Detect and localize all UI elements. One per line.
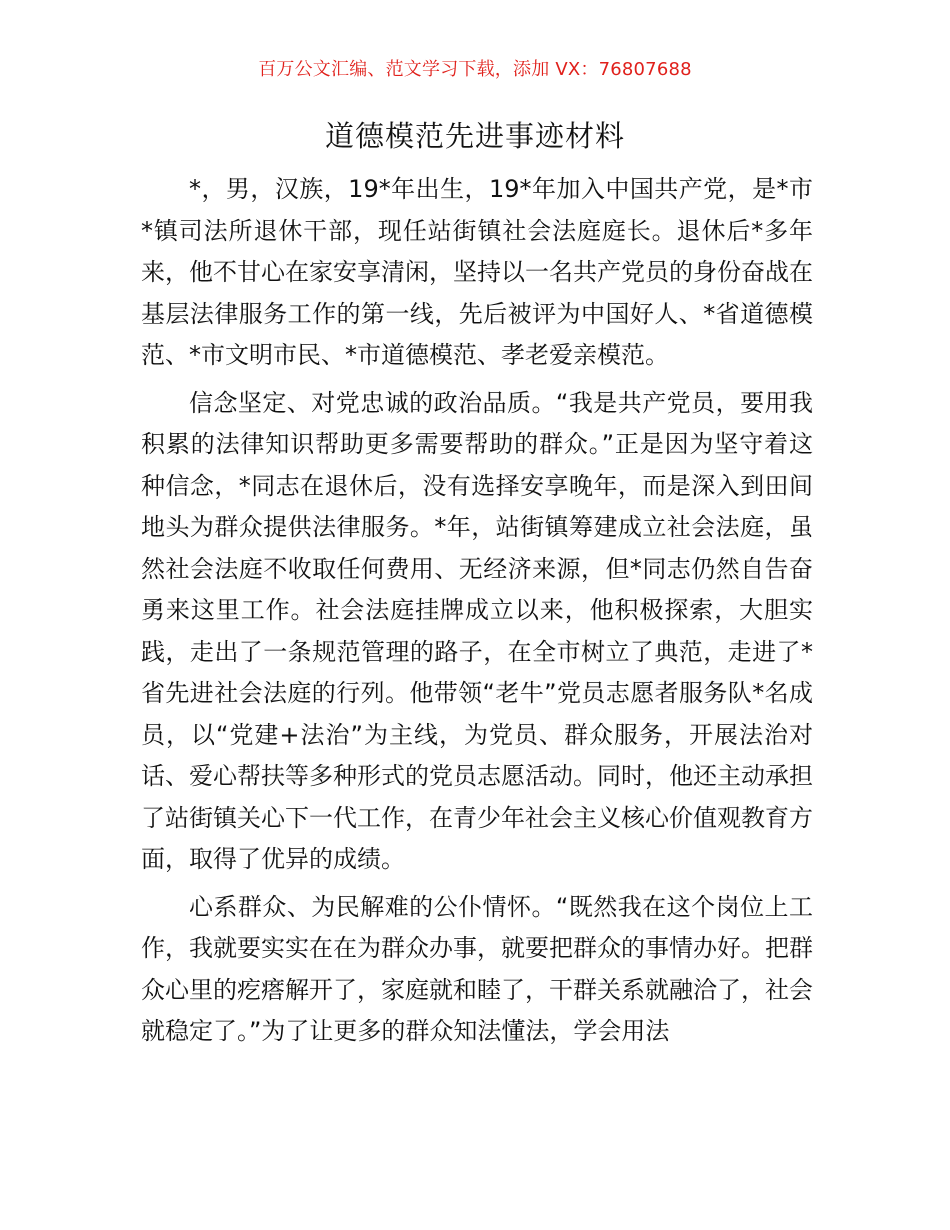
header-banner: 百万公文汇编、范文学习下载，添加 VX：76807688 — [258, 59, 692, 80]
paragraph-political-quality: 信念坚定、对党忠诚的政治品质。“我是共产党员，要用我积累的法律知识帮助更多需要帮助的群众。”正是因为坚守着这种信念，*同志在退休后，没有选择安享晚年，而是深入到田间地头为群众提供法律服务。*年，站街镇筹建成立社会法庭，虽然社会法庭不收取任何费用、无经济来源，但*同志仍然自告奋勇来这里工作。社会法庭挂牌成立以来，他积极探索，大胆实践，走出了一条规范管理的路子，在全市树立了典范，走进了*省先进社会法庭的行列。他带领“老牛”党员志愿者服务队*名成员，以“党建+法治”为主线，为党员、群众服务，开展法治对话、爱心帮扶等多种形式的党员志愿活动。同时，他还主动承担了站街镇关心下一代工作，在青少年社会主义核心价值观教育方面，取得了优异的成绩。 — [141, 388, 813, 873]
paragraph-public-servant: 心系群众、为民解难的公仆情怀。“既然我在这个岗位上工作，我就要实实在在为群众办事，就要把群众的事情办好。把群众心里的疙瘩解开了，家庭就和睦了，干群关系就融洽了，社会就稳定了。”为了让更多的群众知法懂法，学会用法 — [141, 892, 813, 1045]
paragraph-intro: *，男，汉族，19*年出生，19*年加入中国共产党，是*市*镇司法所退休干部，现任站街镇社会法庭庭长。退休后*多年来，他不甘心在家安享清闲，坚持以一名共产党员的身份奋战在基层法律服务工作的第一线，先后被评为中国好人、*省道德模范、*市文明市民、*市道德模范、孝老爱亲模范。 — [141, 175, 813, 369]
document-title: 道德模范先进事迹材料 — [324, 119, 625, 153]
document-body — [141, 169, 813, 1059]
